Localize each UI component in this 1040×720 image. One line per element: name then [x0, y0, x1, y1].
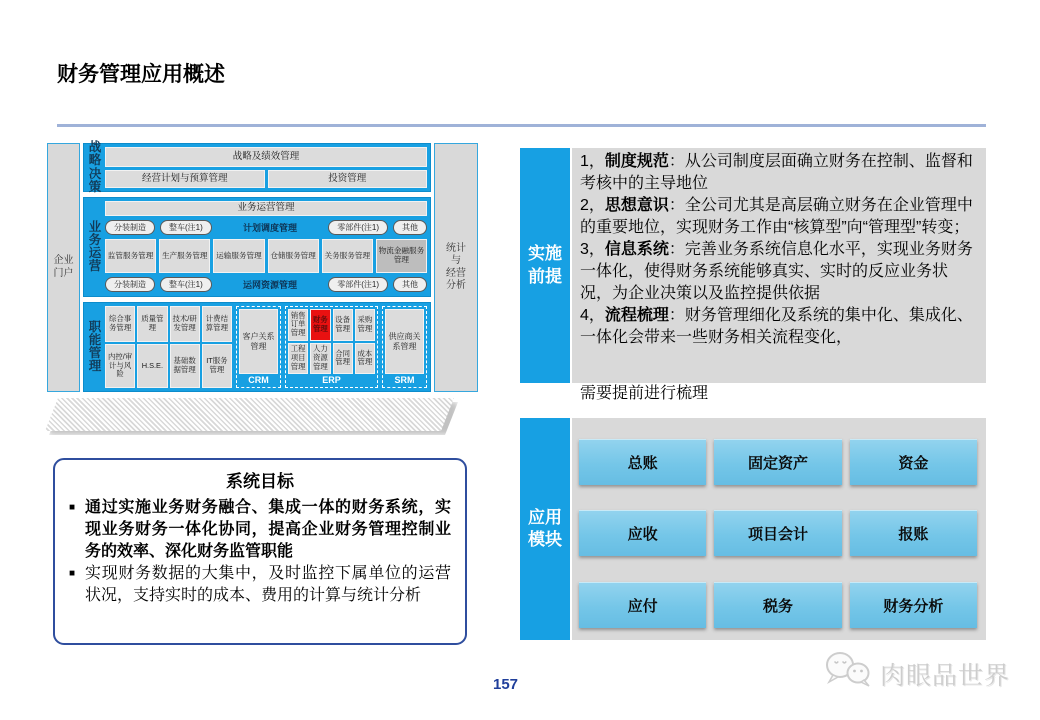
arch-box: 内控/审计与风险 [105, 344, 135, 388]
arch-pill: 整车(注1) [160, 277, 212, 292]
erp-tag: ERP [322, 375, 341, 385]
arch-pill: 整车(注1) [160, 220, 212, 235]
arch-box: 采购管理 [355, 309, 375, 341]
title-divider [57, 124, 986, 127]
module-tile: 报账 [850, 510, 977, 556]
wechat-icon [824, 650, 872, 697]
arch-box: 监管服务管理 [105, 239, 156, 273]
stats-strip-line: 分析 [446, 280, 466, 291]
arch-box: 客户关系管理 [239, 309, 278, 374]
architecture-diagram [47, 140, 478, 392]
general-functions-group [105, 306, 232, 388]
system-goals-box [53, 458, 467, 645]
layer-functions [83, 302, 431, 392]
crm-group [236, 306, 281, 388]
arch-box: 仓储服务管理 [268, 239, 319, 273]
erp-grid [288, 309, 375, 374]
layer-strategy [83, 140, 431, 194]
goal-item [69, 497, 451, 563]
network-row [105, 276, 427, 293]
prereq-item-tail: 需要提前进行梳理 [580, 385, 709, 402]
module-tile: 财务分析 [850, 582, 977, 628]
architecture-main [83, 140, 431, 392]
arch-box: 综合事务管理 [105, 306, 135, 342]
arch-box: 运输服务管理 [213, 239, 264, 273]
arch-box: 供应商关系管理 [385, 309, 424, 374]
module-tile: 税务 [714, 582, 841, 628]
arch-pill: 零部件(注1) [328, 220, 388, 235]
arch-pill: 分装制造 [105, 220, 155, 235]
arch-box: H.S.E. [137, 344, 167, 388]
arch-box: 生产服务管理 [159, 239, 210, 273]
stats-strip-line: 经营 [446, 267, 466, 279]
bullet-square-icon: ■ [69, 502, 76, 513]
arch-box: 计费结算管理 [202, 306, 232, 342]
arch-box: 人力资源管理 [310, 343, 330, 375]
layer-operations-label: 业务运营 [88, 219, 102, 274]
arch-box: 工程项目管理 [288, 343, 308, 375]
network-row-label: 运网资源管理 [242, 280, 297, 290]
stats-strip [434, 143, 478, 392]
modules-grid [572, 418, 986, 640]
arch-box: 物流金融服务管理 [376, 239, 427, 273]
prerequisites-body [572, 148, 986, 383]
bullet-square-icon: ■ [69, 568, 76, 580]
watermark-text: 肉眼品世界 [880, 661, 1011, 690]
arch-box: IT服务管理 [202, 344, 232, 388]
portal-strip-label: 企业门户 [53, 255, 74, 279]
crm-tag: CRM [248, 375, 269, 385]
arch-box: 设备管理 [333, 309, 353, 341]
prerequisites-label: 实施前提 [520, 148, 570, 383]
arch-pill: 其他 [393, 277, 427, 292]
plan-row [105, 219, 427, 236]
goal-item [69, 563, 451, 607]
arch-box: 成本管理 [355, 343, 375, 375]
srm-tag: SRM [394, 375, 415, 385]
prereq-item: 4，流程梳理：财务管理细化及系统的集中化、集成化、一体化会带来一些财务相关流程变化， [580, 307, 973, 346]
prereq-item: 1，制度规范：从公司制度层面确立财务在控制、监督和考核中的主导地位 [580, 153, 973, 192]
service-row [105, 239, 427, 273]
prerequisites-row [520, 148, 986, 383]
arch-box: 战略及绩效管理 [105, 147, 427, 167]
srm-group [382, 306, 427, 388]
module-tile: 总账 [579, 439, 706, 485]
arch-pill: 分装制造 [105, 277, 155, 292]
goal-text: 实现财务数据的大集中，及时监控下属单位的运营状况，支持实时的成本、费用的计算与统计分析 [85, 565, 451, 605]
prereq-item: 2，思想意识：全公司尤其是高层确立财务在企业管理中的重要地位，实现财务工作由“核算型”向“管理型”转变； [580, 197, 973, 236]
erp-group [285, 306, 378, 388]
layer-functions-label: 职能管理 [88, 319, 102, 374]
layer-functions-content [105, 306, 427, 388]
application-modules-panel [520, 418, 986, 640]
arch-box: 经营计划与预算管理 [105, 170, 265, 188]
module-tile: 资金 [850, 439, 977, 485]
arch-box-finance-highlight: 财务管理 [310, 309, 330, 341]
layer-strategy-content [105, 147, 427, 188]
arch-box: 业务运营管理 [105, 201, 427, 216]
strategy-row [105, 170, 427, 188]
arch-box: 技术/研发管理 [170, 306, 200, 342]
modules-label: 应用模块 [520, 418, 570, 640]
hatched-bar [45, 398, 454, 431]
prerequisites-panel [520, 148, 986, 404]
module-tile: 应收 [579, 510, 706, 556]
arch-box: 投资管理 [268, 170, 428, 188]
watermark [824, 650, 1010, 697]
module-tile: 应付 [579, 582, 706, 628]
arch-pill: 其他 [393, 220, 427, 235]
system-goals-title: 系统目标 [226, 472, 294, 491]
portal-strip [47, 143, 80, 392]
stats-strip-line: 统计 [446, 242, 466, 254]
prereq-item: 3，信息系统：完善业务系统信息化水平，实现业务财务一体化，使得财务系统能够真实、实时的反应业务状况，为企业决策以及监控提供依据 [580, 241, 973, 302]
arch-box: 基础数据管理 [170, 344, 200, 388]
plan-row-label: 计划调度管理 [242, 223, 297, 233]
arch-box: 质量管理 [137, 306, 167, 342]
arch-box: 关务服务管理 [322, 239, 373, 273]
module-tile: 项目会计 [714, 510, 841, 556]
stats-strip-line: 与 [451, 255, 461, 266]
page-number: 157 [493, 676, 519, 693]
page-title: 财务管理应用概述 [57, 63, 225, 86]
arch-box: 销售订单管理 [288, 309, 308, 341]
layer-operations-content [105, 201, 427, 293]
goal-text: 通过实施业务财务融合、集成一体的财务系统，实现业务财务一体化协同，提高企业财务管理控制业务的效率、深化财务监管职能 [85, 499, 451, 561]
functions-groups [105, 306, 427, 388]
layer-strategy-label: 战略决策 [88, 140, 102, 194]
module-tile: 固定资产 [714, 439, 841, 485]
layer-operations [83, 197, 431, 297]
arch-box: 合同管理 [333, 343, 353, 375]
arch-pill: 零部件(注1) [328, 277, 388, 292]
